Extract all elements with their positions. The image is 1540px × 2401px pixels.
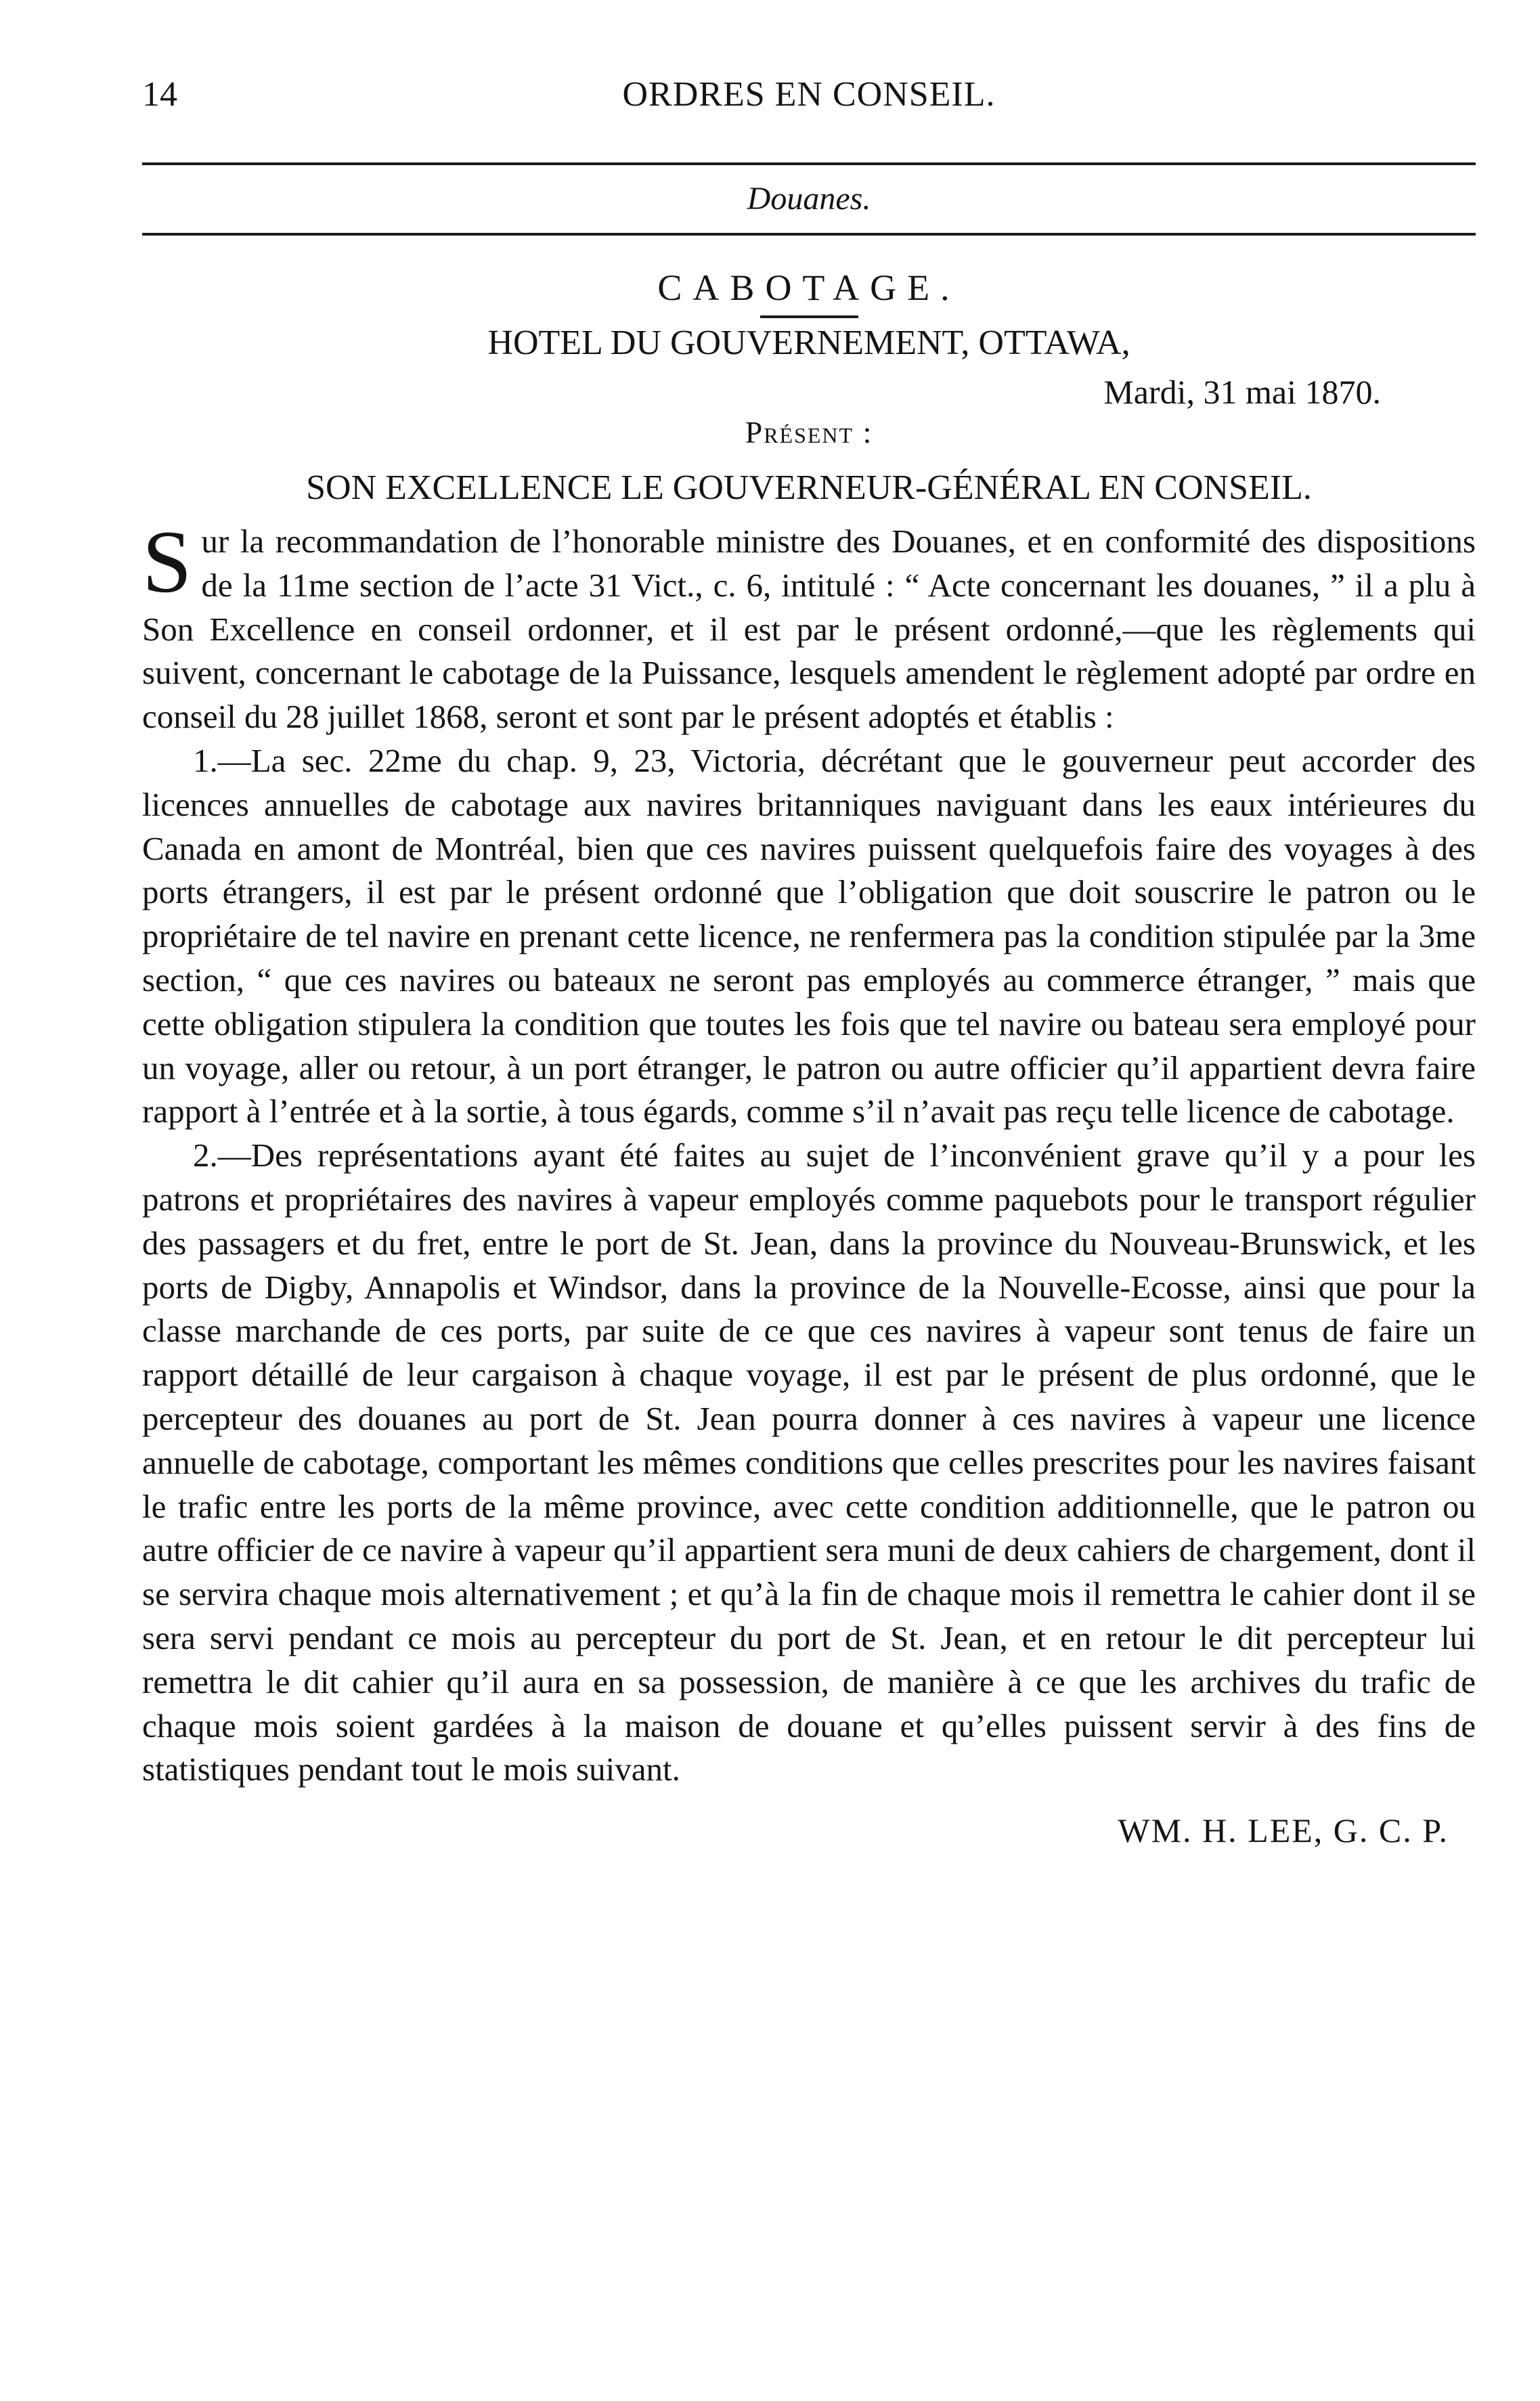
authority-line: SON EXCELLENCE LE GOUVERNEUR-GÉNÉRAL EN CONSEIL. xyxy=(306,468,1312,507)
paragraph-2: 2.—Des représentations ayant été faites au sujet de l’inconvénient grave qu’il y a pour les patrons et propriétaires des navires à vapeur employés comme paquebots pour le transport régulier des passagers et du fret, entre le port de St. Jean, dans la province du Nouveau-Brunswick, et les ports de Digby, Annapolis et Windsor, dans la province de la Nouvelle-Ecosse, ainsi que pour la classe marchande de ces ports, par suite de ce que ces navires à vapeur sont tenus de faire un rapport détaillé de leur cargaison à chaque voyage, il est par le présent de plus ordonné, que le percepteur des douanes au port de St. Jean pourra donner à ces navires à vapeur une licence annuelle de cabotage, comportant les mêmes conditions que celles prescrites pour les navires faisant le trafic entre les ports de la même province, avec cette condition additionnelle, que le patron ou autre officier de ce navire à vapeur qu’il appartient sera muni de deux cahiers de chargement, dont il se servira chaque mois alternativement ; et qu’à la fin de chaque mois il remettra le cahier dont il se sera servi pendant ce mois au percepteur du port de St. Jean, et en retour le dit percepteur lui remettra le dit cahier qu’il aura en sa possession, de manière à ce que les archives du trafic de chaque mois soient gardées à la maison de douane et qu’elles puissent servir à des fins de statistiques pendant tout le mois suivant. xyxy=(142,1137,1476,1788)
order-date: Mardi, 31 mai 1870. xyxy=(1103,373,1381,411)
present-label: Présent : xyxy=(745,415,873,449)
paragraph-1: 1.—La sec. 22me du chap. 9, 23, Victoria, décrétant que le gouverneur peut accorder des licences annuelles de cabotage aux navires britanniques naviguant dans les eaux intérieures du Canada en amont de Montréal, bien que ces navires puissent quelquefois faire des voyages à des ports étrangers, il est par le présent ordonné que l’obligation que doit souscrire le patron ou le propriétaire de tel navire en prenant cette licence, ne renfermera pas la condition stipulée par la 3me section, “ que ces navires ou bateaux ne seront pas employés au commerce étranger, ” mais que cette obligation stipulera la condition que toutes les fois que tel navire ou bateau sera employé pour un voyage, aller ou retour, à un port étranger, le patron ou autre officier qu’il appartient devra faire rapport à l’entrée et à la sortie, à tous égards, comme s’il n’avait pas reçu telle licence de cabotage. xyxy=(142,741,1476,1130)
page-number: 14 xyxy=(142,75,177,114)
intro-text: ur la recommandation de l’honorable ministre des Douanes, et en conformité des dispositions de la 11me section de l’acte 31 Vict., c. 6, intitulé : “ Acte concernant les douanes, ” il a plu à Son Excellence en conseil ordonner, et il est par le présent ordonné,—que les règlements qui suivent, concernant le cabotage de la Puissance, lesquels amendent le règlement adopté par ordre en conseil du 28 juillet 1868, seront et sont par le présent adoptés et établis : xyxy=(142,523,1476,736)
order-place: HOTEL DU GOUVERNEMENT, OTTAWA, xyxy=(487,324,1130,362)
drop-cap: S xyxy=(142,512,192,611)
running-title: ORDRES EN CONSEIL. xyxy=(622,75,996,114)
order-body xyxy=(142,512,1476,1792)
running-header xyxy=(142,68,1476,122)
heading-underline xyxy=(760,315,858,318)
order-heading: CABOTAGE. xyxy=(657,267,961,308)
document-page xyxy=(142,68,1476,1854)
signature: WM. H. LEE, G. C. P. xyxy=(1118,1811,1449,1850)
section-rule xyxy=(142,233,1476,236)
intro-paragraph xyxy=(142,512,1476,739)
section-heading: Douanes. xyxy=(747,181,871,217)
